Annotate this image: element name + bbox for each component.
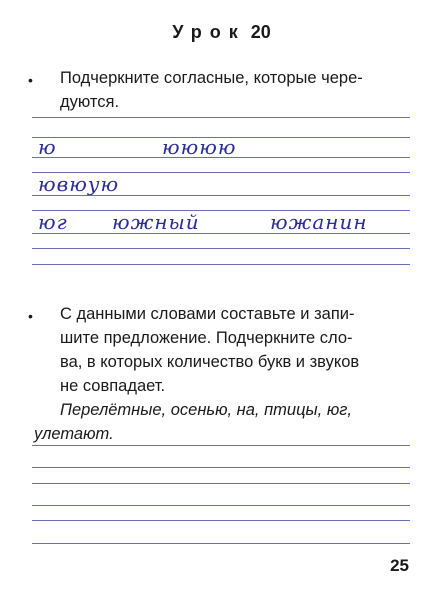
task2-text bbox=[60, 302, 420, 398]
ruled-line bbox=[32, 520, 410, 521]
task2-words bbox=[34, 398, 414, 446]
lesson-number: 20 bbox=[250, 22, 271, 42]
task2-line: шите предложение. Подчеркните сло- bbox=[60, 329, 353, 347]
ruled-line bbox=[32, 445, 410, 446]
page-number: 25 bbox=[390, 556, 409, 575]
task2-line: С данными словами составьте и запи- bbox=[60, 305, 355, 323]
handwriting-sample: юг bbox=[38, 210, 68, 234]
task2-words-line: улетают. bbox=[34, 425, 114, 443]
handwriting-sample: ювюую bbox=[38, 172, 120, 196]
task2-line: ва, в которых количество букв и звуков bbox=[60, 353, 360, 371]
ruled-line bbox=[32, 248, 410, 249]
task2-words-line: Перелётные, осенью, на, птицы, юг, bbox=[60, 401, 352, 419]
handwriting-sample: южный bbox=[112, 210, 200, 234]
ruled-line bbox=[32, 264, 410, 265]
bullet-icon: • bbox=[28, 308, 33, 324]
bullet-icon: • bbox=[28, 72, 33, 88]
task1-line: дуются. bbox=[60, 93, 120, 111]
page-title bbox=[0, 22, 443, 43]
handwriting-sample: юююю bbox=[162, 135, 237, 159]
task1-text bbox=[60, 66, 420, 114]
lesson-word: Урок bbox=[172, 22, 246, 42]
ruled-line bbox=[32, 543, 410, 544]
handwriting-sample: ю bbox=[38, 135, 57, 159]
task1-line: Подчеркните согласные, которые чере- bbox=[60, 69, 363, 87]
ruled-line bbox=[32, 483, 410, 484]
ruled-line bbox=[32, 505, 410, 506]
ruled-line bbox=[32, 467, 410, 468]
handwriting-sample: южанин bbox=[270, 210, 368, 234]
ruled-line bbox=[32, 117, 410, 118]
task2-line: не совпадает. bbox=[60, 377, 166, 395]
